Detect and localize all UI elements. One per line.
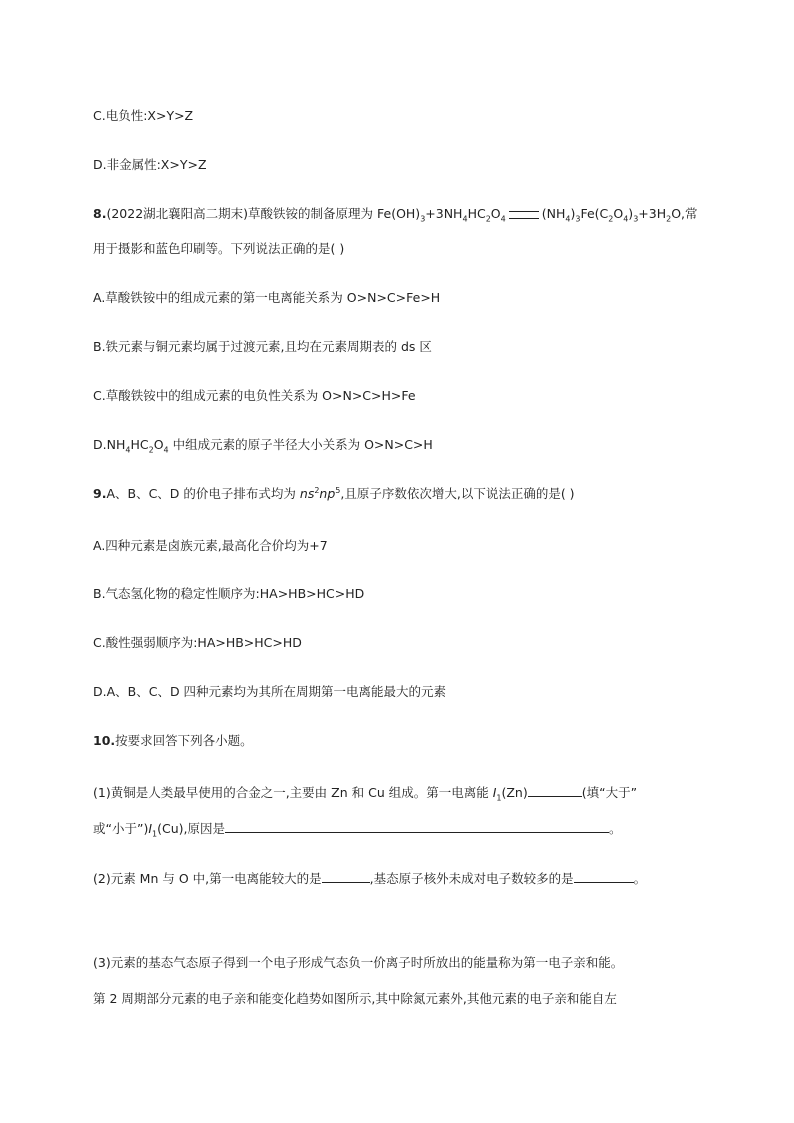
question-10-part-3-line2	[93, 990, 617, 1008]
question-number: 8.	[93, 206, 107, 221]
stem-text: )	[570, 206, 576, 221]
option-text: B.气态氢化物的稳定性顺序为:HA>HB>HC>HD	[93, 586, 365, 601]
subscript: 1	[496, 793, 502, 803]
subscript: 4	[623, 214, 629, 224]
question-number: 9.	[93, 486, 107, 501]
stem-text: (Zn)	[501, 785, 528, 800]
stem-text: (2)元素 Mn 与 O 中,第一电离能较大的是	[93, 871, 322, 886]
stem-text: 。	[633, 871, 647, 886]
stem-text: )	[628, 206, 634, 221]
option-text: D.NH	[93, 437, 126, 452]
question-8-option-d	[93, 436, 433, 454]
subscript: 4	[565, 214, 571, 224]
option-text: C.酸性强弱顺序为:HA>HB>HC>HD	[93, 635, 302, 650]
stem-text: O	[613, 206, 624, 221]
answer-blank[interactable]	[225, 819, 609, 833]
stem-text: np	[319, 486, 336, 501]
subscript: 3	[575, 214, 581, 224]
question-8-stem-line2	[93, 240, 344, 258]
option-text: B.铁元素与铜元素均属于过渡元素,且均在元素周期表的 ds 区	[93, 339, 432, 354]
subscript: 4	[125, 445, 131, 455]
stem-text: (2022湖北襄阳高二期末)草酸铁铵的制备原理为 Fe(OH)	[106, 206, 421, 221]
question-9-option-c	[93, 634, 302, 652]
option-text: D.A、B、C、D 四种元素均为其所在周期第一电离能最大的元素	[93, 684, 447, 699]
subscript: 3	[420, 214, 426, 224]
question-9-option-d	[93, 683, 446, 701]
subscript: 2	[148, 445, 154, 455]
question-9-option-b	[93, 585, 364, 603]
question-8-option-a	[93, 289, 440, 307]
question-10-part-3	[93, 954, 623, 972]
stem-text: 或“小于”)	[93, 821, 149, 836]
question-8-option-b	[93, 338, 432, 356]
stem-text: I	[492, 785, 497, 800]
option-text: D.非金属性:X>Y>Z	[93, 157, 207, 172]
option-text: C.电负性:X>Y>Z	[93, 108, 194, 123]
question-8-stem	[93, 205, 698, 223]
stem-text: 用于摄影和蓝色印刷等。下列说法正确的是( )	[93, 241, 345, 256]
stem-text: O	[490, 206, 501, 221]
option-text: A.四种元素是卤族元素,最高化合价均为+7	[93, 538, 328, 553]
question-10-part-1	[93, 783, 637, 802]
equation-double-line	[509, 211, 539, 219]
question-10-part-2	[93, 869, 646, 888]
stem-text: ns	[299, 486, 315, 501]
subscript: 3	[633, 214, 639, 224]
stem-text: +3NH	[425, 206, 463, 221]
option-text: A.草酸铁铵中的组成元素的第一电离能关系为 O>N>C>Fe>H	[93, 290, 441, 305]
stem-text: I	[148, 821, 153, 836]
subscript: 4	[462, 214, 468, 224]
option-text: O	[153, 437, 164, 452]
subscript: 2	[608, 214, 614, 224]
stem-text: HC	[467, 206, 486, 221]
stem-text: (3)元素的基态气态原子得到一个电子形成气态负一价离子时所放出的能量称为第一电子亲和能。	[93, 955, 624, 970]
answer-blank[interactable]	[322, 869, 370, 883]
stem-text: ,基态原子核外未成对电子数较多的是	[369, 871, 574, 886]
stem-text: (NH	[541, 206, 566, 221]
stem-text: +3H	[638, 206, 667, 221]
stem-text: Fe(C	[580, 206, 609, 221]
question-number: 10.	[93, 733, 116, 748]
superscript: 5	[335, 485, 341, 495]
question-10-stem	[93, 732, 253, 750]
subscript: 2	[485, 214, 491, 224]
stem-text: (填“大于”	[581, 785, 638, 800]
stem-text: 第 2 周期部分元素的电子亲和能变化趋势如图所示,其中除氮元素外,其他元素的电子亲和能自左	[93, 991, 617, 1006]
subscript: 1	[152, 829, 158, 839]
stem-text: 。	[609, 821, 622, 836]
option-c-electronegativity	[93, 107, 193, 125]
subscript: 4	[500, 214, 506, 224]
stem-text: ,且原子序数依次增大,以下说法正确的是( )	[340, 486, 575, 501]
superscript: 2	[314, 485, 320, 495]
option-text: HC	[130, 437, 149, 452]
stem-text: (Cu),原因是	[157, 821, 226, 836]
stem-text: A、B、C、D 的价电子排布式均为	[106, 486, 300, 501]
option-d-nonmetallic	[93, 156, 207, 174]
question-8-option-c	[93, 387, 416, 405]
question-9-option-a	[93, 537, 328, 555]
subscript: 2	[666, 214, 672, 224]
answer-blank[interactable]	[528, 783, 582, 797]
stem-text: (1)黄铜是人类最早使用的合金之一,主要由 Zn 和 Cu 组成。第一电离能	[93, 785, 493, 800]
option-text: 中组成元素的原子半径大小关系为 O>N>C>H	[168, 437, 433, 452]
subscript: 4	[163, 445, 169, 455]
option-text: C.草酸铁铵中的组成元素的电负性关系为 O>N>C>H>Fe	[93, 388, 416, 403]
stem-text: O,常	[671, 206, 698, 221]
stem-text: 按要求回答下列各小题。	[115, 733, 253, 748]
answer-blank[interactable]	[574, 869, 634, 883]
question-9-stem	[93, 485, 575, 503]
question-10-part-1-line2	[93, 819, 622, 838]
